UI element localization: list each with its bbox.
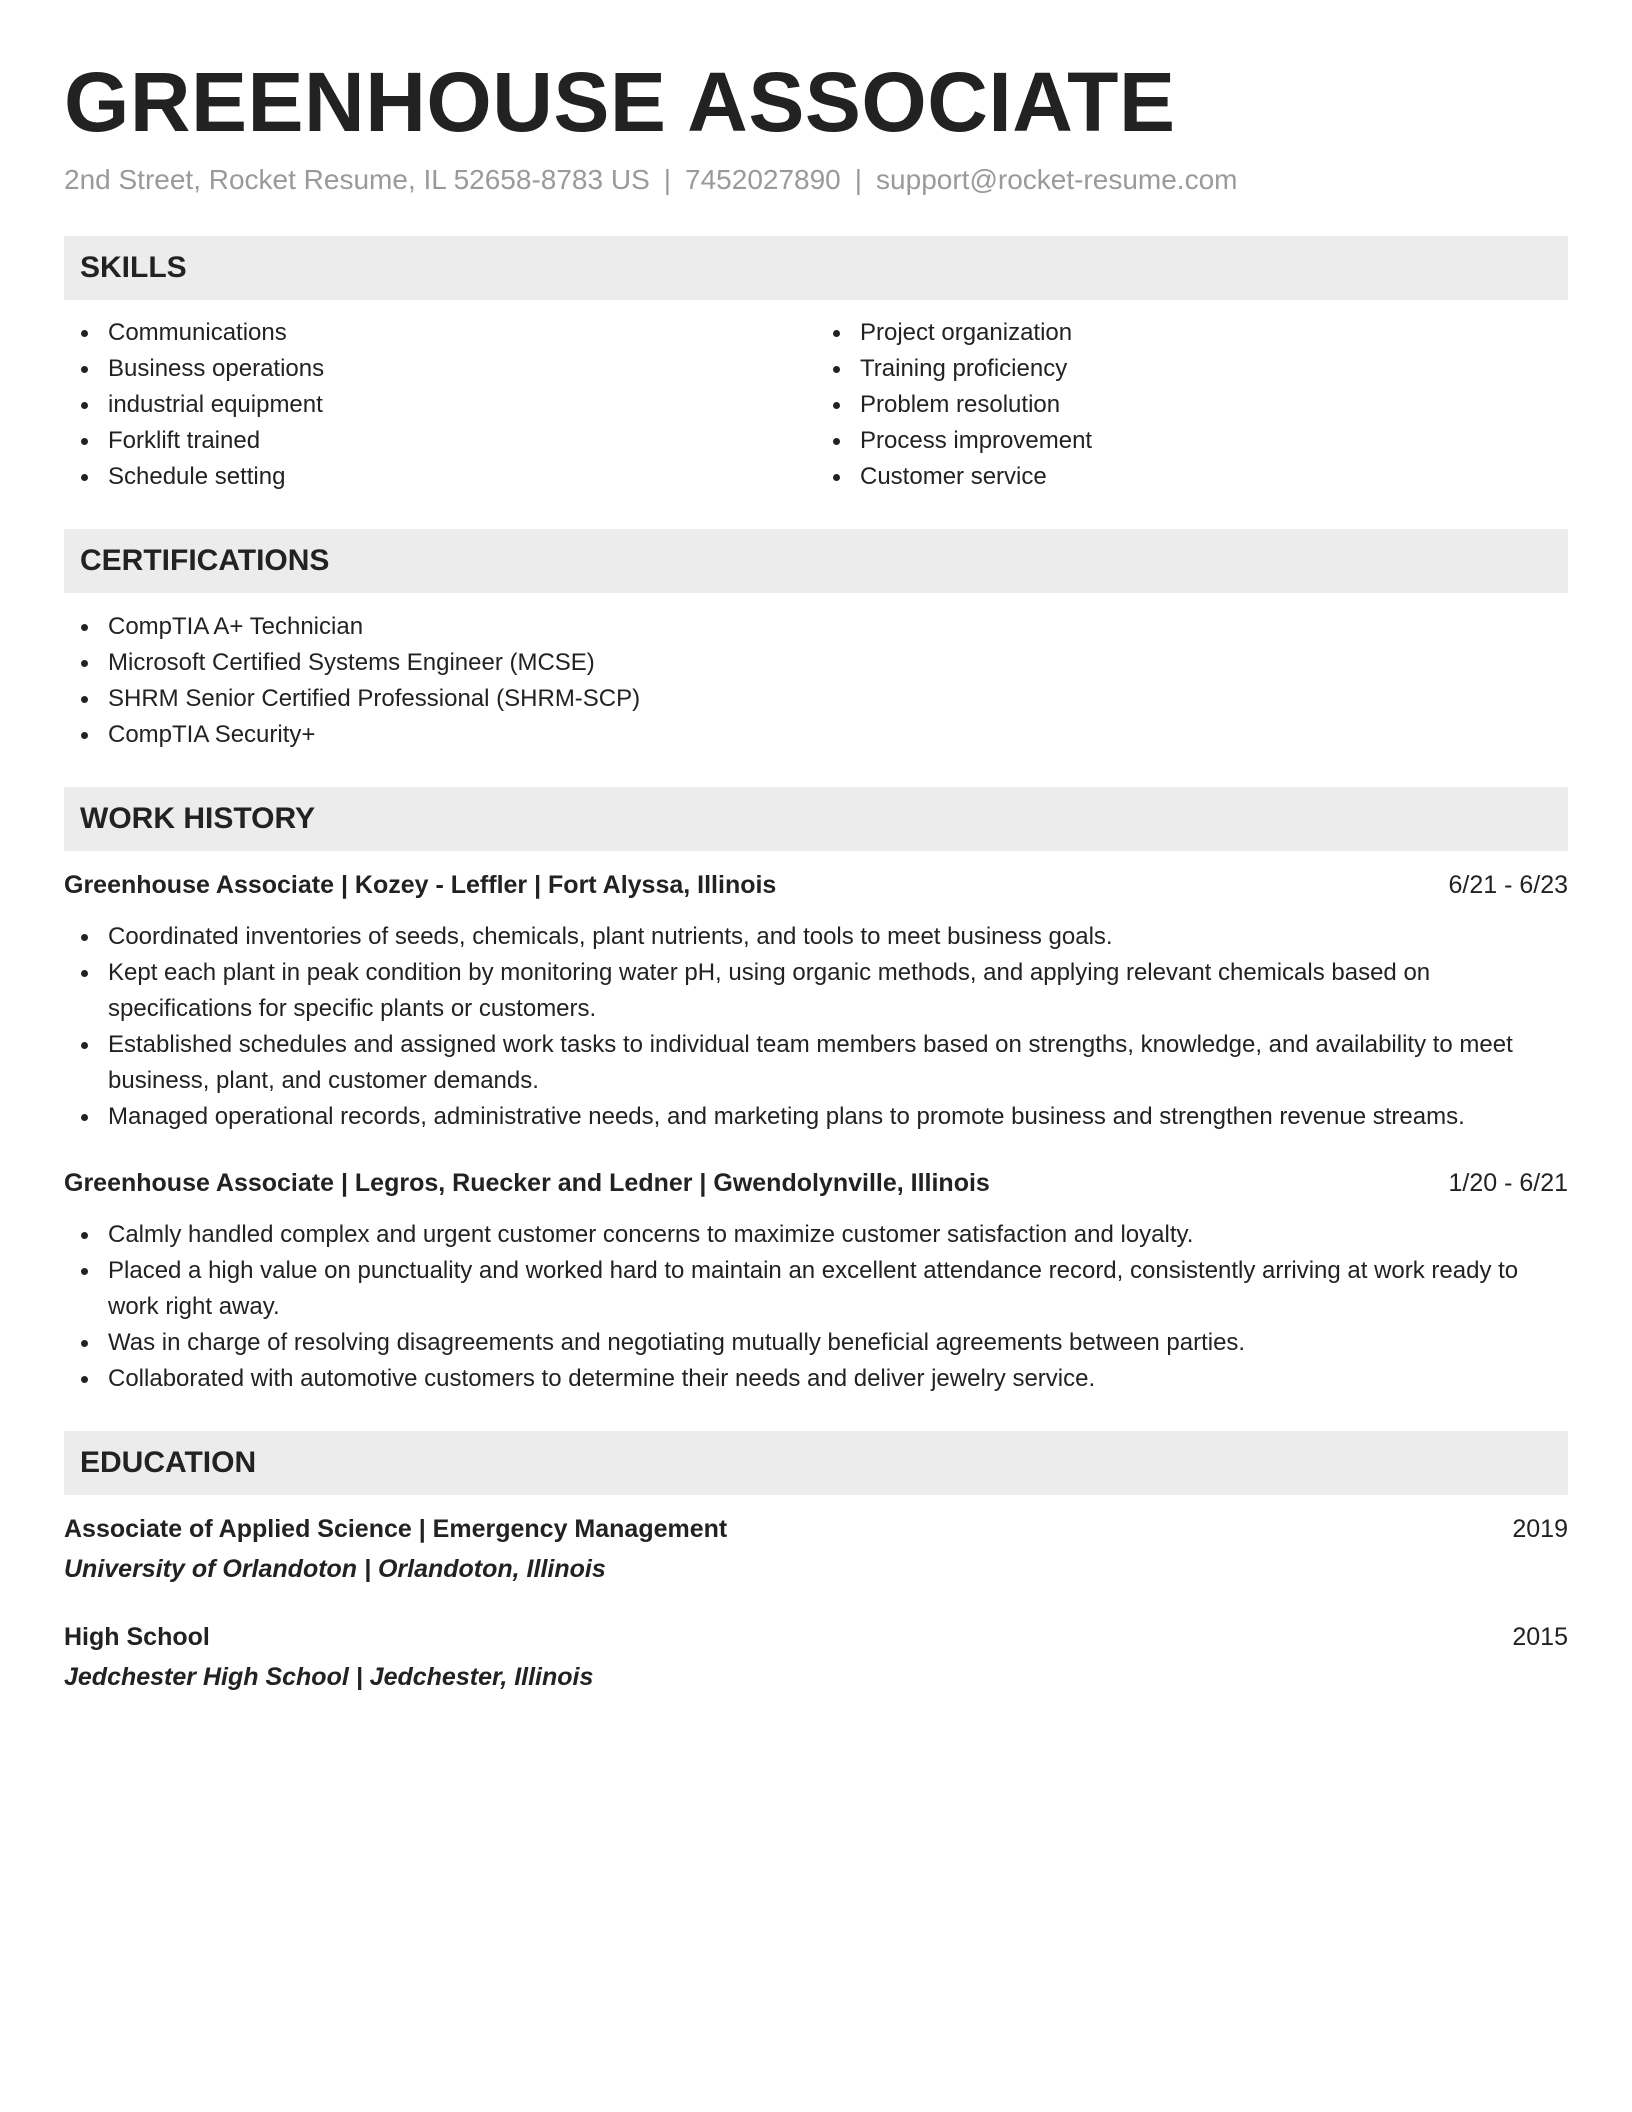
job-title: Greenhouse Associate | Legros, Ruecker and Ledner | Gwendolynville, Illinois <box>64 1168 990 1197</box>
job-bullet: Coordinated inventories of seeds, chemicals, plant nutrients, and tools to meet business goals. <box>64 919 1568 955</box>
skills-right-column <box>816 315 1568 495</box>
skill-item: Training proficiency <box>816 351 1568 387</box>
resume-name: GREENHOUSE ASSOCIATE <box>64 55 1176 149</box>
skill-item: Process improvement <box>816 423 1568 459</box>
job-bullet: Managed operational records, administrative needs, and marketing plans to promote business and strengthen revenue streams. <box>64 1099 1568 1135</box>
job-date: 1/20 - 6/21 <box>1448 1168 1568 1197</box>
education-school: Jedchester High School | Jedchester, Illinois <box>64 1662 594 1691</box>
job-title: Greenhouse Associate | Kozey - Leffler | Fort Alyssa, Illinois <box>64 870 777 899</box>
education-entry <box>64 1619 1568 1695</box>
skill-item: Communications <box>64 315 816 351</box>
work-history-heading: WORK HISTORY <box>64 787 1568 851</box>
contact-email: support@rocket-resume.com <box>876 164 1238 196</box>
skill-item: Project organization <box>816 315 1568 351</box>
skills-grid <box>64 315 1568 495</box>
education-header <box>64 1511 1568 1547</box>
skills-left-column <box>64 315 816 495</box>
job-bullets <box>64 1217 1568 1397</box>
certifications-list <box>64 609 1568 753</box>
education-section <box>64 1431 1568 1695</box>
education-degree: High School <box>64 1622 210 1651</box>
work-history-section <box>64 787 1568 1397</box>
education-year: 2015 <box>1512 1622 1568 1651</box>
education-school: University of Orlandoton | Orlandoton, Illinois <box>64 1554 606 1583</box>
skills-list-left <box>64 315 816 495</box>
job-bullet: Established schedules and assigned work tasks to individual team members based on strengths, knowledge, and availability to meet business, plant, and customer demands. <box>64 1027 1568 1099</box>
contact-separator: | <box>663 164 672 196</box>
education-degree: Associate of Applied Science | Emergency Management <box>64 1514 728 1543</box>
skills-heading: SKILLS <box>64 236 1568 300</box>
job-entry <box>64 1165 1568 1397</box>
education-header <box>64 1619 1568 1655</box>
skill-item: Forklift trained <box>64 423 816 459</box>
certification-item: CompTIA Security+ <box>64 717 1568 753</box>
education-year: 2019 <box>1512 1514 1568 1543</box>
job-header <box>64 867 1568 903</box>
skill-item: Business operations <box>64 351 816 387</box>
certification-item: SHRM Senior Certified Professional (SHRM-SCP) <box>64 681 1568 717</box>
skill-item: Schedule setting <box>64 459 816 495</box>
certification-item: Microsoft Certified Systems Engineer (MCSE) <box>64 645 1568 681</box>
certifications-heading: CERTIFICATIONS <box>64 529 1568 593</box>
contact-line <box>64 162 1568 198</box>
job-bullet: Was in charge of resolving disagreements and negotiating mutually beneficial agreements between parties. <box>64 1325 1568 1361</box>
education-heading: EDUCATION <box>64 1431 1568 1495</box>
skills-section <box>64 236 1568 495</box>
skill-item: industrial equipment <box>64 387 816 423</box>
job-bullet: Placed a high value on punctuality and worked hard to maintain an excellent attendance record, consistently arriving at work ready to work right away. <box>64 1253 1568 1325</box>
job-header <box>64 1165 1568 1201</box>
certification-item: CompTIA A+ Technician <box>64 609 1568 645</box>
contact-phone: 7452027890 <box>685 164 841 196</box>
skill-item: Problem resolution <box>816 387 1568 423</box>
job-bullets <box>64 919 1568 1135</box>
education-entry <box>64 1511 1568 1587</box>
certifications-section <box>64 529 1568 753</box>
contact-address: 2nd Street, Rocket Resume, IL 52658-8783 US <box>64 164 650 196</box>
job-bullet: Kept each plant in peak condition by monitoring water pH, using organic methods, and applying relevant chemicals based on specifications for specific plants or customers. <box>64 955 1568 1027</box>
job-entry <box>64 867 1568 1135</box>
contact-separator: | <box>854 164 863 196</box>
skill-item: Customer service <box>816 459 1568 495</box>
job-bullet: Calmly handled complex and urgent customer concerns to maximize customer satisfaction and loyalty. <box>64 1217 1568 1253</box>
job-bullet: Collaborated with automotive customers to determine their needs and deliver jewelry service. <box>64 1361 1568 1397</box>
job-date: 6/21 - 6/23 <box>1448 870 1568 899</box>
skills-list-right <box>816 315 1568 495</box>
